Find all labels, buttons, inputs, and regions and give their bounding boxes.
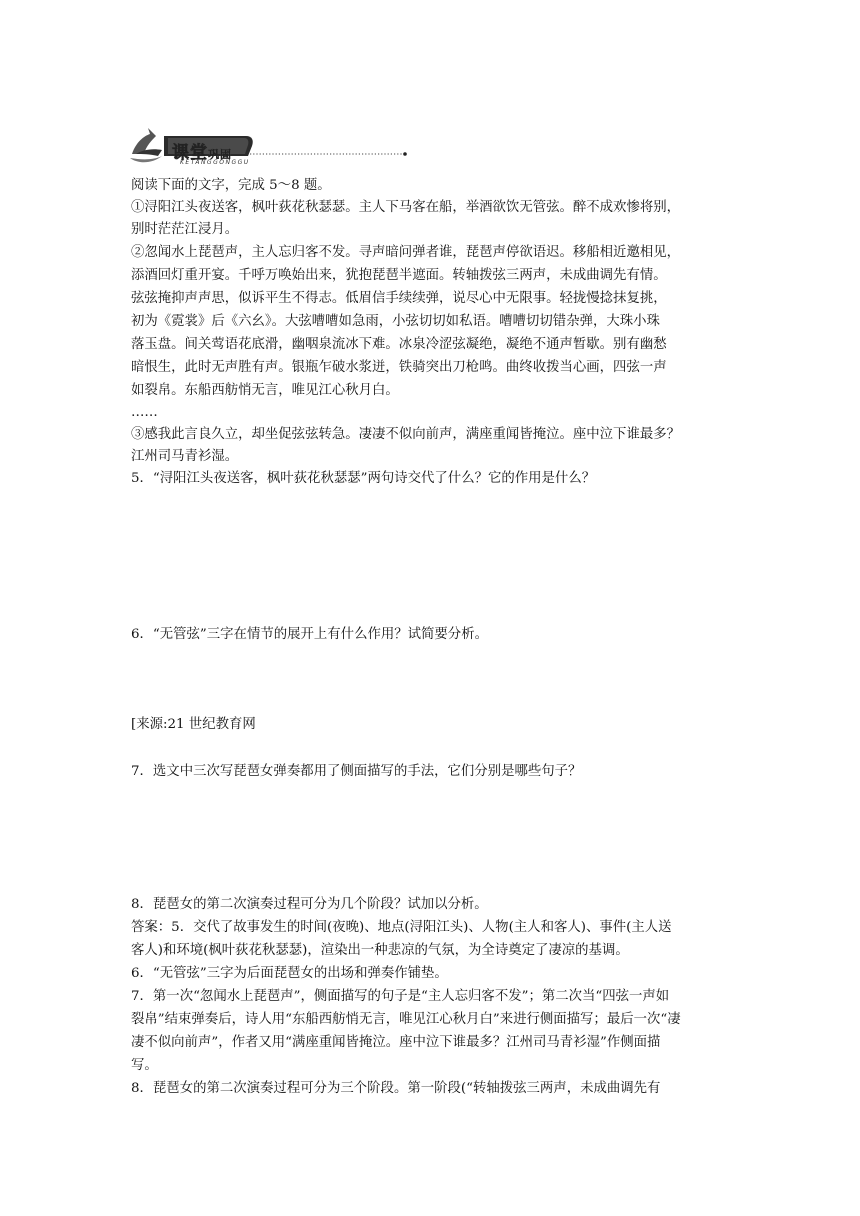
question-8: 8．琵琶女的第二次演奏过程可分为几个阶段？试加以分析。 (131, 897, 488, 912)
passage-line: 别时茫茫江浸月。 (131, 222, 239, 237)
passage-line: 添酒回灯重开宴。千呼万唤始出来，犹抱琵琶半遮面。转轴拨弦三两声，未成曲调先有情。 (131, 268, 667, 283)
passage-line: ③感我此言良久立，却坐促弦弦转急。凄凄不似向前声，满座重闻皆掩泣。座中泣下谁最多？ (131, 427, 681, 442)
source-note: [来源:21 世纪教育网 (131, 717, 256, 732)
answer-line: 7．第一次“忽闻水上琵琶声”，侧面描写的句子是“主人忘归客不发”；第二次当“四弦一声如 (131, 989, 670, 1004)
answer-line: 答案：5．交代了故事发生的时间(夜晚)、地点(浔阳江头)、人物(主人和客人)、事件(主人送 (131, 920, 672, 935)
question-5: 5．“浔阳江头夜送客，枫叶荻花秋瑟瑟”两句诗交代了什么？它的作用是什么？ (131, 471, 596, 486)
passage-line: 如裂帛。东船西舫悄无言，唯见江心秋月白。 (131, 383, 399, 398)
question-7: 7．选文中三次写琵琶女弹奏都用了侧面描写的手法，它们分别是哪些句子？ (131, 764, 582, 779)
answer-line: 客人)和环境(枫叶荻花秋瑟瑟)，渲染出一种悲凉的气氛，为全诗奠定了凄凉的基调。 (131, 943, 629, 958)
banner-title: 课堂巩固 (172, 143, 232, 163)
passage-line: 初为《霓裳》后《六幺》。大弦嘈嘈如急雨，小弦切切如私语。嘈嘈切切错杂弹，大珠小珠 (131, 314, 660, 329)
banner-pinyin: KETANGGONGGU (180, 159, 250, 166)
ellipsis-line: …… (131, 405, 158, 420)
passage-line: 落玉盘。间关莺语花底滑，幽咽泉流冰下难。冰泉冷涩弦凝绝，凝绝不通声暂歇。别有幽愁 (131, 337, 667, 352)
passage-line: 江州司马青衫湿。 (131, 449, 239, 464)
answer-line: 8．琵琶女的第二次演奏过程可分为三个阶段。第一阶段(“转轴拨弦三两声，未成曲调先有 (131, 1081, 661, 1096)
passage-line: 弦弦掩抑声声思，似诉平生不得志。低眉信手续续弹，说尽心中无限事。轻拢慢捻抹复挑， (131, 291, 667, 306)
passage-line: 暗恨生，此时无声胜有声。银瓶乍破水浆迸，铁骑突出刀枪鸣。曲终收拨当心画，四弦一声 (131, 360, 667, 375)
answer-line: 裂帛”结束弹奏后，诗人用“东船西舫悄无言，唯见江心秋月白”来进行侧面描写；最后一次“凄 (131, 1012, 681, 1027)
passage-line: ②忽闻水上琵琶声，主人忘归客不发。寻声暗问弹者谁，琵琶声停欲语迟。移船相近邀相见， (131, 245, 681, 260)
passage-line: ①浔阳江头夜送客，枫叶荻花秋瑟瑟。主人下马客在船，举酒欲饮无管弦。醉不成欢惨将别， (131, 200, 681, 215)
answer-line: 写。 (131, 1058, 158, 1073)
instruction-line: 阅读下面的文字，完成 5～8 题。 (131, 178, 331, 193)
answer-line: 凄不似向前声”，作者又用“满座重闻皆掩泣。座中泣下谁最多？江州司马青衫湿”作侧面描 (131, 1035, 661, 1050)
question-6: 6．“无管弦”三字在情节的展开上有什么作用？试简要分析。 (131, 627, 488, 642)
section-banner (128, 124, 418, 170)
answer-line: 6．“无管弦”三字为后面琵琶女的出场和弹奏作铺垫。 (131, 966, 448, 981)
